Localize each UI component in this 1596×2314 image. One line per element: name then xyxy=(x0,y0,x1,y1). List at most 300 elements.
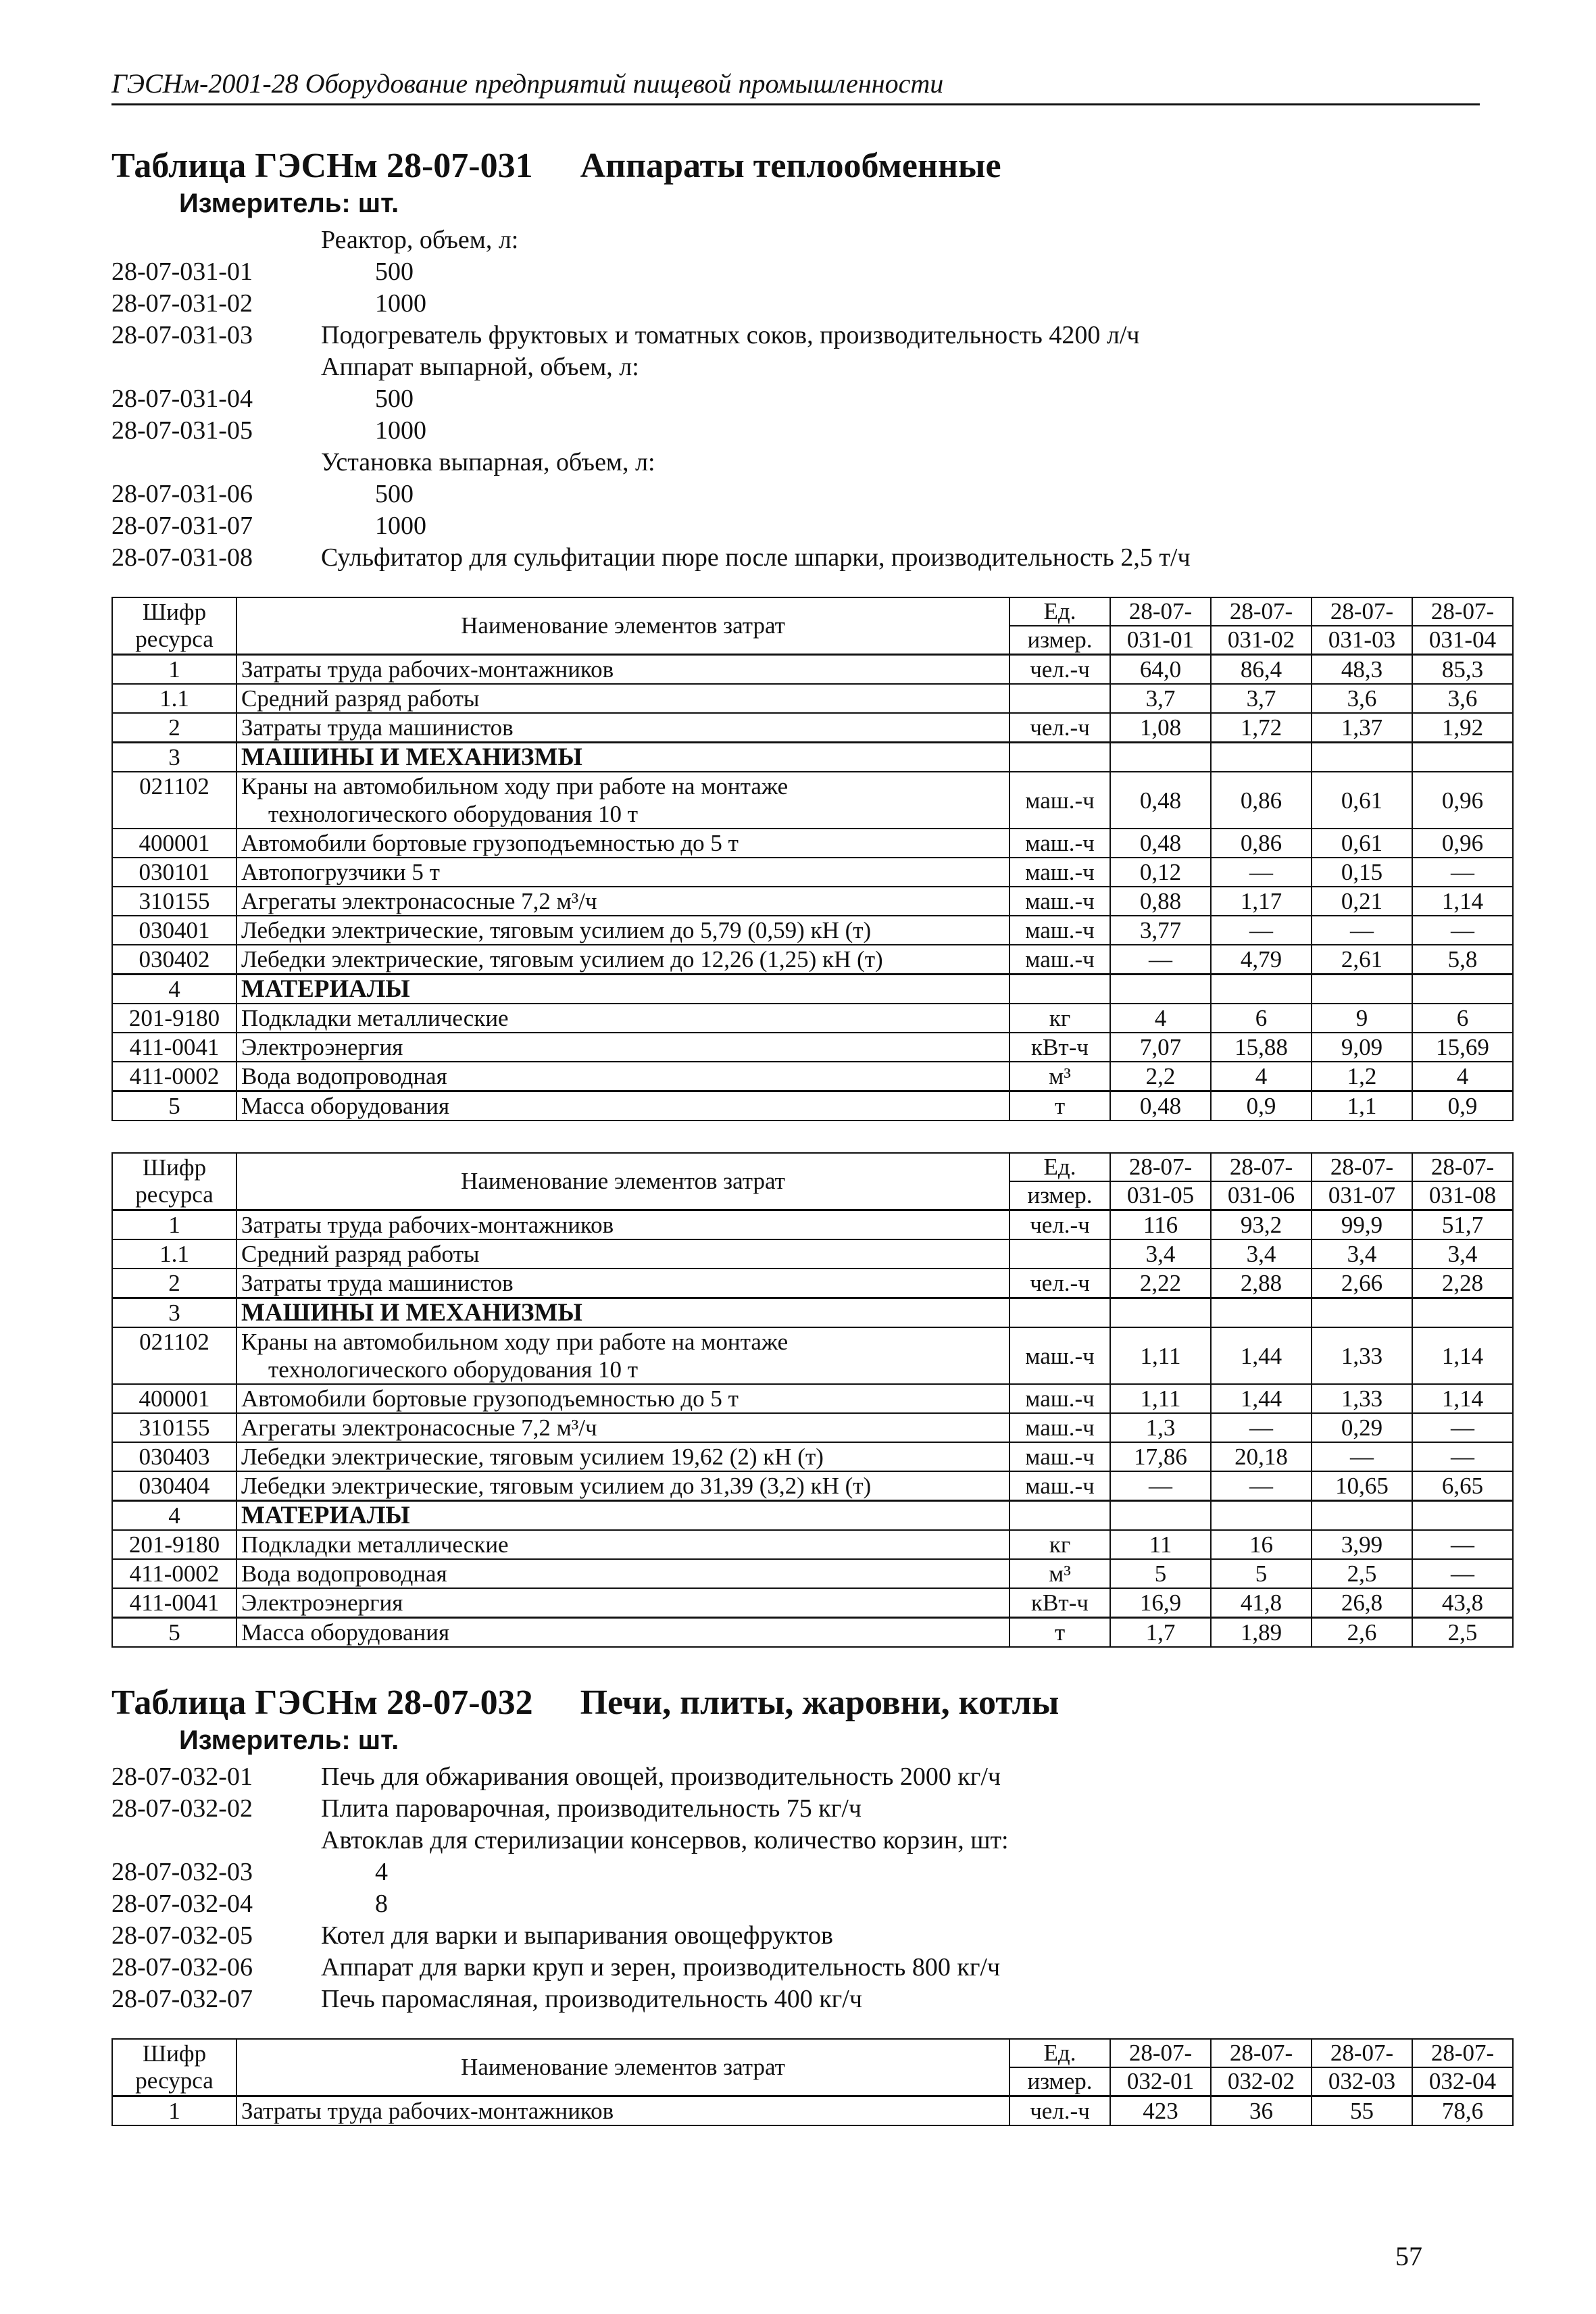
header-norm-code: 28-07- xyxy=(1412,597,1513,626)
cell-value: — xyxy=(1412,916,1513,945)
item-code: 28-07-032-06 xyxy=(111,1953,253,1981)
cell-unit: маш.-ч xyxy=(1009,1471,1110,1501)
cell-name xyxy=(236,1004,1009,1033)
cell-name-line: Средний разряд работы xyxy=(241,685,480,712)
item-list-031 xyxy=(111,224,1490,574)
item-code: 28-07-032-02 xyxy=(111,1794,253,1823)
cell-value: 4,79 xyxy=(1211,945,1312,975)
cell-name-line: Масса оборудования xyxy=(241,1093,450,1119)
table-row xyxy=(112,1413,1513,1442)
cell-value: 1,44 xyxy=(1211,1384,1312,1413)
cell-code: 310155 xyxy=(112,887,236,916)
header-code-line: ресурса xyxy=(135,2067,214,2094)
cell-value: 0,86 xyxy=(1211,772,1312,829)
cell-value: 3,77 xyxy=(1110,916,1211,945)
cell-value: 3,7 xyxy=(1110,684,1211,713)
cell-name xyxy=(236,1413,1009,1442)
cell-value: 5 xyxy=(1110,1559,1211,1588)
table-row xyxy=(112,743,1513,772)
cell-name-line: Затраты труда рабочих-монтажников xyxy=(241,1212,614,1238)
table-row xyxy=(112,1210,1513,1240)
item-code: 28-07-031-07 xyxy=(111,512,253,540)
cell-value: 17,86 xyxy=(1110,1442,1211,1471)
cell-name-line: Затраты труда машинистов xyxy=(241,1270,514,1296)
cell-value: 0,86 xyxy=(1211,829,1312,858)
cell-value: 3,6 xyxy=(1412,684,1513,713)
table-row xyxy=(112,887,1513,916)
cell-value: 20,18 xyxy=(1211,1442,1312,1471)
item-text: Печь для обжаривания овощей, производительность 2000 кг/ч xyxy=(321,1763,1001,1791)
cell-code: 411-0041 xyxy=(112,1588,236,1618)
cell-value: 51,7 xyxy=(1412,1210,1513,1240)
cell-unit xyxy=(1009,684,1110,713)
cell-unit: чел.-ч xyxy=(1009,1210,1110,1240)
cell-unit: кг xyxy=(1009,1004,1110,1033)
table-name: Печи, плиты, жаровни, котлы xyxy=(580,1683,1059,1722)
cell-value xyxy=(1412,1501,1513,1531)
table-row xyxy=(112,1559,1513,1588)
cell-unit xyxy=(1009,1501,1110,1531)
item-code xyxy=(111,224,321,256)
item-text: Реактор, объем, л: xyxy=(321,226,519,254)
header-norm-code: 28-07- xyxy=(1312,1153,1412,1181)
header-name: Наименование элементов затрат xyxy=(236,597,1009,655)
cell-value xyxy=(1110,743,1211,772)
table-row xyxy=(112,1239,1513,1269)
header-norm-code: 032-01 xyxy=(1110,2067,1211,2096)
cell-value: — xyxy=(1312,916,1412,945)
table-row xyxy=(112,858,1513,887)
cell-value: 9,09 xyxy=(1312,1033,1412,1062)
cell-code: 1.1 xyxy=(112,1239,236,1269)
item-text: Плита пароварочная, производительность 75 кг/ч xyxy=(321,1794,862,1823)
item-code: 28-07-031-01 xyxy=(111,257,253,286)
cell-unit: чел.-ч xyxy=(1009,2096,1110,2126)
item-code: 28-07-031-03 xyxy=(111,321,253,349)
cell-value: 41,8 xyxy=(1211,1588,1312,1618)
cell-name xyxy=(236,916,1009,945)
cell-code: 4 xyxy=(112,1501,236,1531)
cell-value: 2,61 xyxy=(1312,945,1412,975)
cell-unit: чел.-ч xyxy=(1009,713,1110,743)
cell-code: 021102 xyxy=(112,772,236,829)
cell-value: — xyxy=(1110,1471,1211,1501)
cell-name xyxy=(236,1062,1009,1091)
cell-value: 26,8 xyxy=(1312,1588,1412,1618)
item-code xyxy=(111,447,321,478)
cell-code: 2 xyxy=(112,1269,236,1298)
header-code-line: Шифр xyxy=(142,1154,207,1181)
cell-name-line: Лебедки электрические, тяговым усилием 19,62 (2) кН (т) xyxy=(241,1444,824,1470)
cell-name xyxy=(236,772,1009,829)
cell-value: 1,92 xyxy=(1412,713,1513,743)
table-row xyxy=(112,1384,1513,1413)
cell-code: 5 xyxy=(112,1091,236,1121)
header-norm-code: 031-04 xyxy=(1412,626,1513,655)
header-norm-code: 031-06 xyxy=(1211,1181,1312,1210)
header-unit: измер. xyxy=(1009,2067,1110,2096)
item-text: Автоклав для стерилизации консервов, количество корзин, шт: xyxy=(321,1826,1009,1854)
cell-unit: маш.-ч xyxy=(1009,829,1110,858)
cell-unit: кВт-ч xyxy=(1009,1588,1110,1618)
cell-value: 0,9 xyxy=(1211,1091,1312,1121)
item-text: 4 xyxy=(375,1858,388,1886)
item-text: 1000 xyxy=(375,512,426,540)
cell-value xyxy=(1110,1501,1211,1531)
header-name: Наименование элементов затрат xyxy=(236,2039,1009,2096)
cell-value: 0,48 xyxy=(1110,772,1211,829)
cell-value: — xyxy=(1312,1442,1412,1471)
cell-name-line: Затраты труда рабочих-монтажников xyxy=(241,2098,614,2124)
table-number: Таблица ГЭСНм 28-07-031 xyxy=(111,147,533,185)
header-norm-code: 28-07- xyxy=(1110,597,1211,626)
header-code xyxy=(112,2039,236,2096)
cell-value: 3,4 xyxy=(1312,1239,1412,1269)
cell-value: 116 xyxy=(1110,1210,1211,1240)
cell-name xyxy=(236,684,1009,713)
cell-value: 5,8 xyxy=(1412,945,1513,975)
cell-code: 201-9180 xyxy=(112,1530,236,1559)
cell-unit xyxy=(1009,1239,1110,1269)
resource-table-031-05-08 xyxy=(111,1152,1514,1648)
table-row xyxy=(112,1588,1513,1618)
table-row xyxy=(112,1501,1513,1531)
cell-value: 3,4 xyxy=(1412,1239,1513,1269)
header-norm-code: 032-02 xyxy=(1211,2067,1312,2096)
cell-value: 1,7 xyxy=(1110,1618,1211,1648)
cell-value: 15,88 xyxy=(1211,1033,1312,1062)
cell-value: 85,3 xyxy=(1412,655,1513,685)
item-code: 28-07-031-05 xyxy=(111,416,253,445)
header-code xyxy=(112,597,236,655)
cell-name xyxy=(236,829,1009,858)
cell-value: 10,65 xyxy=(1312,1471,1412,1501)
header-norm-code: 031-07 xyxy=(1312,1181,1412,1210)
running-header: ГЭСНм-2001-28 Оборудование предприятий пищевой промышленности xyxy=(111,68,1480,105)
table-row xyxy=(112,1530,1513,1559)
cell-value: 4 xyxy=(1211,1062,1312,1091)
cell-value xyxy=(1312,975,1412,1004)
item-text: Котел для варки и выпаривания овощефруктов xyxy=(321,1921,833,1950)
cell-value: 55 xyxy=(1312,2096,1412,2126)
cell-name-line: технологического оборудования 10 т xyxy=(268,801,639,827)
table-row xyxy=(112,1327,1513,1384)
item-text: Печь паромасляная, производительность 400 кг/ч xyxy=(321,1985,862,2013)
table-row xyxy=(112,1618,1513,1648)
cell-code: 400001 xyxy=(112,1384,236,1413)
cell-code: 201-9180 xyxy=(112,1004,236,1033)
item-row xyxy=(111,320,1490,351)
cell-value: 2,66 xyxy=(1312,1269,1412,1298)
cell-value: 0,12 xyxy=(1110,858,1211,887)
cell-value xyxy=(1412,1298,1513,1328)
cell-code: 2 xyxy=(112,713,236,743)
cell-value xyxy=(1110,1298,1211,1328)
item-row xyxy=(111,351,1490,383)
cell-name-line: Масса оборудования xyxy=(241,1619,450,1646)
cell-value: 2,22 xyxy=(1110,1269,1211,1298)
cell-value: 1,14 xyxy=(1412,887,1513,916)
item-row xyxy=(111,1761,1490,1793)
cell-value: — xyxy=(1211,858,1312,887)
header-norm-code: 28-07- xyxy=(1312,597,1412,626)
cell-name xyxy=(236,713,1009,743)
cell-value: 1,1 xyxy=(1312,1091,1412,1121)
cell-name xyxy=(236,655,1009,685)
cell-value: 1,44 xyxy=(1211,1327,1312,1384)
cell-value xyxy=(1110,975,1211,1004)
item-row xyxy=(111,478,1490,510)
item-text: Сульфитатор для сульфитации пюре после шпарки, производительность 2,5 т/ч xyxy=(321,543,1191,572)
cell-value: 1,72 xyxy=(1211,713,1312,743)
item-row xyxy=(111,288,1490,320)
item-text: Подогреватель фруктовых и томатных соков, производительность 4200 л/ч xyxy=(321,321,1140,349)
item-code: 28-07-032-05 xyxy=(111,1921,253,1950)
item-code: 28-07-032-01 xyxy=(111,1763,253,1791)
cell-name-line: технологического оборудования 10 т xyxy=(268,1356,639,1383)
item-code: 28-07-032-04 xyxy=(111,1890,253,1918)
page-number: 57 xyxy=(1395,2241,1422,2271)
cell-code: 021102 xyxy=(112,1327,236,1384)
cell-value: 0,21 xyxy=(1312,887,1412,916)
cell-value: 0,29 xyxy=(1312,1413,1412,1442)
header-norm-code: 28-07- xyxy=(1312,2039,1412,2067)
cell-value: — xyxy=(1412,1530,1513,1559)
table-row xyxy=(112,772,1513,829)
table-title-032 xyxy=(111,1683,1490,1723)
cell-name xyxy=(236,1033,1009,1062)
table-row xyxy=(112,1269,1513,1298)
cell-name xyxy=(236,1618,1009,1648)
item-row xyxy=(111,1952,1490,1984)
cell-value: 9 xyxy=(1312,1004,1412,1033)
cell-value: 43,8 xyxy=(1412,1588,1513,1618)
cell-code: 3 xyxy=(112,1298,236,1328)
table-row xyxy=(112,684,1513,713)
item-code xyxy=(111,1825,321,1856)
cell-value: 1,17 xyxy=(1211,887,1312,916)
cell-name-line: Электроэнергия xyxy=(241,1590,403,1616)
cell-value: 6,65 xyxy=(1412,1471,1513,1501)
table-row xyxy=(112,916,1513,945)
cell-unit: чел.-ч xyxy=(1009,655,1110,685)
cell-value: 0,61 xyxy=(1312,772,1412,829)
item-code: 28-07-031-02 xyxy=(111,289,253,318)
cell-code: 1.1 xyxy=(112,684,236,713)
header-norm-code: 032-04 xyxy=(1412,2067,1513,2096)
table-row xyxy=(112,1471,1513,1501)
cell-unit: маш.-ч xyxy=(1009,1442,1110,1471)
cell-name-line: Вода водопроводная xyxy=(241,1063,447,1089)
cell-name xyxy=(236,1327,1009,1384)
table-row xyxy=(112,1062,1513,1091)
cell-value: 2,5 xyxy=(1312,1559,1412,1588)
header-norm-code: 032-03 xyxy=(1312,2067,1412,2096)
cell-unit: маш.-ч xyxy=(1009,945,1110,975)
cell-value: 3,4 xyxy=(1110,1239,1211,1269)
cell-value xyxy=(1412,743,1513,772)
cell-name-line: Автомобили бортовые грузоподъемностью до 5 т xyxy=(241,830,739,856)
cell-value: 1,33 xyxy=(1312,1327,1412,1384)
cell-section: МАШИНЫ И МЕХАНИЗМЫ xyxy=(236,743,1009,772)
cell-value: 1,08 xyxy=(1110,713,1211,743)
cell-unit: м³ xyxy=(1009,1062,1110,1091)
cell-unit: маш.-ч xyxy=(1009,887,1110,916)
item-text: Аппарат для варки круп и зерен, производительность 800 кг/ч xyxy=(321,1953,1001,1981)
cell-unit: м³ xyxy=(1009,1559,1110,1588)
cell-value: 78,6 xyxy=(1412,2096,1513,2126)
header-name: Наименование элементов затрат xyxy=(236,1153,1009,1210)
cell-code: 1 xyxy=(112,655,236,685)
cell-value: — xyxy=(1211,1413,1312,1442)
table-row xyxy=(112,1442,1513,1471)
cell-code: 411-0002 xyxy=(112,1062,236,1091)
cell-value: — xyxy=(1412,1442,1513,1471)
cell-section: МАТЕРИАЛЫ xyxy=(236,1501,1009,1531)
header-norm-code: 031-02 xyxy=(1211,626,1312,655)
header-row xyxy=(112,2039,1513,2067)
cell-value: 1,3 xyxy=(1110,1413,1211,1442)
cell-value: 0,48 xyxy=(1110,1091,1211,1121)
cell-value xyxy=(1412,975,1513,1004)
cell-value: 86,4 xyxy=(1211,655,1312,685)
header-code-line: ресурса xyxy=(135,1181,214,1208)
item-row xyxy=(111,1984,1490,2015)
cell-name-line: Лебедки электрические, тяговым усилием до 31,39 (3,2) кН (т) xyxy=(241,1473,872,1499)
unit-label: Измеритель: шт. xyxy=(179,189,399,218)
cell-name-line: Краны на автомобильном ходу при работе на монтаже xyxy=(241,773,789,799)
table-row xyxy=(112,1298,1513,1328)
cell-name-line: Вода водопроводная xyxy=(241,1560,447,1587)
item-row xyxy=(111,256,1490,288)
cell-value xyxy=(1211,975,1312,1004)
cell-name xyxy=(236,1559,1009,1588)
document-page xyxy=(111,68,1497,2126)
header-code-line: ресурса xyxy=(135,626,214,652)
item-text: 1000 xyxy=(375,289,426,318)
item-text: 500 xyxy=(375,480,414,508)
cell-name xyxy=(236,2096,1009,2126)
item-text: 1000 xyxy=(375,416,426,445)
cell-name-line: Агрегаты электронасосные 7,2 м³/ч xyxy=(241,888,597,914)
cell-value: — xyxy=(1412,1559,1513,1588)
cell-unit: кВт-ч xyxy=(1009,1033,1110,1062)
header-row xyxy=(112,1153,1513,1181)
table-row xyxy=(112,1091,1513,1121)
cell-code: 411-0041 xyxy=(112,1033,236,1062)
item-row xyxy=(111,415,1490,447)
item-list-032 xyxy=(111,1761,1490,2015)
cell-value: 93,2 xyxy=(1211,1210,1312,1240)
cell-code: 1 xyxy=(112,2096,236,2126)
cell-value: 48,3 xyxy=(1312,655,1412,685)
cell-value: 3,99 xyxy=(1312,1530,1412,1559)
header-norm-code: 28-07- xyxy=(1211,2039,1312,2067)
cell-value: 1,11 xyxy=(1110,1384,1211,1413)
header-norm-code: 031-03 xyxy=(1312,626,1412,655)
item-row xyxy=(111,383,1490,415)
cell-unit: т xyxy=(1009,1618,1110,1648)
cell-code: 310155 xyxy=(112,1413,236,1442)
cell-value: 15,69 xyxy=(1412,1033,1513,1062)
cell-value: 1,14 xyxy=(1412,1384,1513,1413)
cell-value: 4 xyxy=(1110,1004,1211,1033)
table-row xyxy=(112,945,1513,975)
cell-value: 0,88 xyxy=(1110,887,1211,916)
table-row xyxy=(112,1033,1513,1062)
cell-value xyxy=(1211,743,1312,772)
item-row xyxy=(111,1856,1490,1888)
header-code-line: Шифр xyxy=(142,2040,207,2067)
item-row xyxy=(111,1825,1490,1856)
item-code xyxy=(111,351,321,383)
cell-code: 030404 xyxy=(112,1471,236,1501)
table-title-031 xyxy=(111,146,1490,186)
header-norm-code: 28-07- xyxy=(1211,1153,1312,1181)
cell-value: 11 xyxy=(1110,1530,1211,1559)
cell-name xyxy=(236,1530,1009,1559)
cell-value: 0,48 xyxy=(1110,829,1211,858)
cell-value: 1,11 xyxy=(1110,1327,1211,1384)
cell-value xyxy=(1312,743,1412,772)
cell-value: 1,2 xyxy=(1312,1062,1412,1091)
cell-name-line: Затраты труда машинистов xyxy=(241,714,514,741)
cell-unit xyxy=(1009,1298,1110,1328)
cell-section: МАТЕРИАЛЫ xyxy=(236,975,1009,1004)
header-unit: Ед. xyxy=(1009,2039,1110,2067)
cell-value: — xyxy=(1412,1413,1513,1442)
cell-name-line: Подкладки металлические xyxy=(241,1005,509,1031)
cell-value: 3,4 xyxy=(1211,1239,1312,1269)
cell-value: 6 xyxy=(1412,1004,1513,1033)
item-text: Аппарат выпарной, объем, л: xyxy=(321,353,639,381)
item-text: Установка выпарная, объем, л: xyxy=(321,448,655,476)
item-row xyxy=(111,1888,1490,1920)
table-row xyxy=(112,655,1513,685)
cell-value: 16 xyxy=(1211,1530,1312,1559)
cell-name xyxy=(236,887,1009,916)
header-norm-code: 031-01 xyxy=(1110,626,1211,655)
cell-code: 030401 xyxy=(112,916,236,945)
cell-value: 2,2 xyxy=(1110,1062,1211,1091)
cell-name-line: Агрегаты электронасосные 7,2 м³/ч xyxy=(241,1414,597,1441)
header-unit: Ед. xyxy=(1009,597,1110,626)
header-unit: измер. xyxy=(1009,1181,1110,1210)
header-unit: измер. xyxy=(1009,626,1110,655)
cell-value: 64,0 xyxy=(1110,655,1211,685)
cell-value: 2,5 xyxy=(1412,1618,1513,1648)
item-code: 28-07-031-06 xyxy=(111,480,253,508)
cell-name xyxy=(236,1384,1009,1413)
cell-name xyxy=(236,1269,1009,1298)
item-text: 500 xyxy=(375,385,414,413)
cell-value: 0,96 xyxy=(1412,772,1513,829)
cell-name-line: Затраты труда рабочих-монтажников xyxy=(241,656,614,683)
item-code: 28-07-031-04 xyxy=(111,385,253,413)
item-row xyxy=(111,510,1490,542)
resource-table-031-01-04 xyxy=(111,597,1514,1121)
resource-table-032-01-04 xyxy=(111,2038,1514,2126)
cell-value: 1,33 xyxy=(1312,1384,1412,1413)
cell-value: 1,14 xyxy=(1412,1327,1513,1384)
cell-code: 030403 xyxy=(112,1442,236,1471)
cell-unit: кг xyxy=(1009,1530,1110,1559)
cell-unit: маш.-ч xyxy=(1009,858,1110,887)
unit-label: Измеритель: шт. xyxy=(179,1725,399,1755)
cell-name-line: Электроэнергия xyxy=(241,1034,403,1060)
item-code: 28-07-032-03 xyxy=(111,1858,253,1886)
item-row xyxy=(111,1793,1490,1825)
